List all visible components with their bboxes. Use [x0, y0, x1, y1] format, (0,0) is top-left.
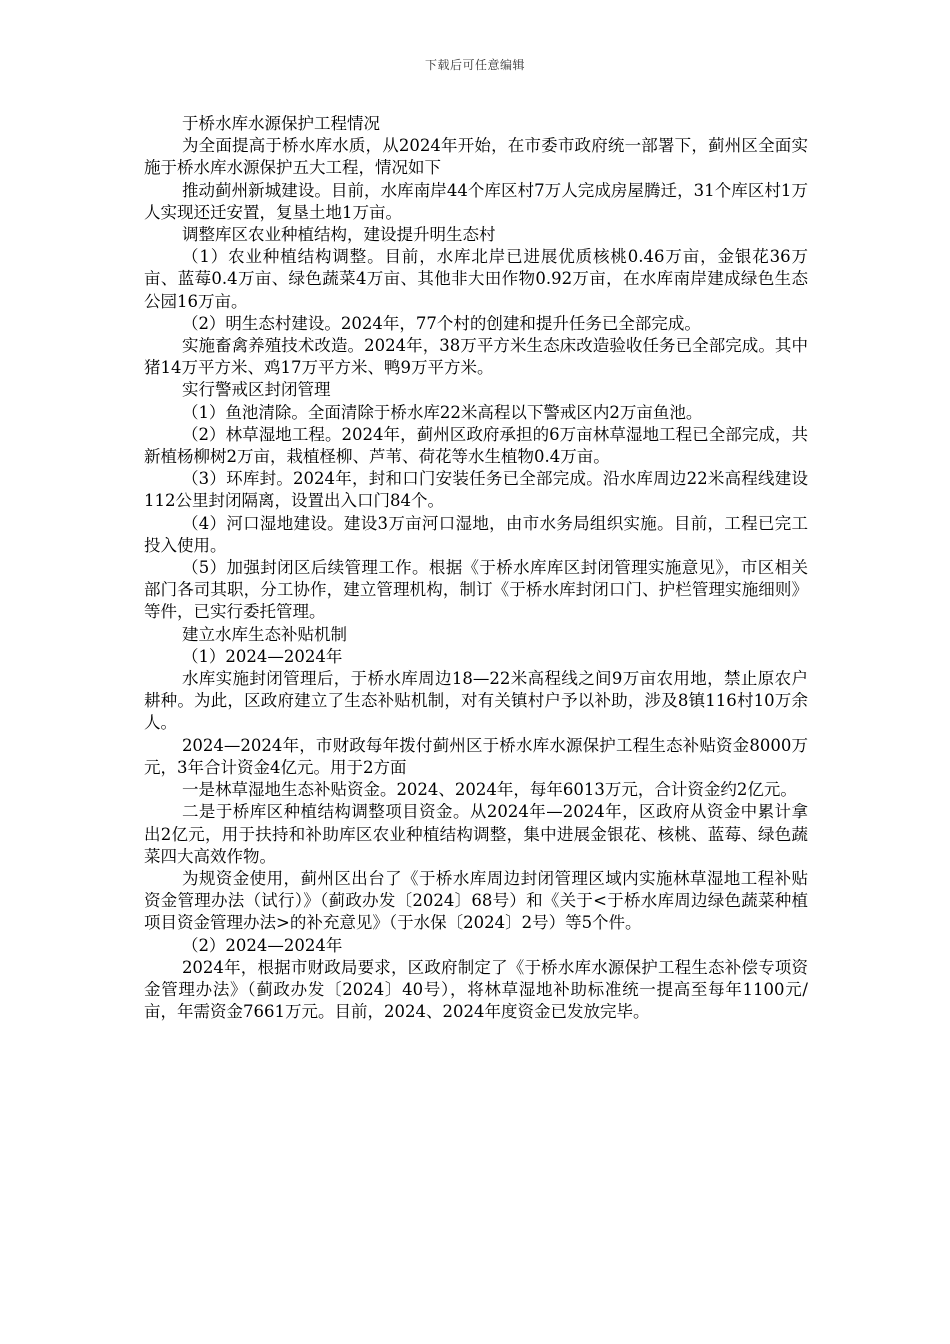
paragraph: 水库实施封闭管理后，于桥水库周边18—22米高程线之间9万亩农用地，禁止原农户耕种。为此，区政府建立了生态补贴机制，对有关镇村户予以补助，涉及8镇116村10万余人。 — [144, 669, 808, 733]
section-heading: 实行警戒区封闭管理 — [181, 380, 331, 400]
paragraph: 2024年，根据市财政局要求，区政府制定了《于桥水库水源保护工程生态补偿专项资金管理办法》（蓟政办发〔2024〕40号），将林草湿地补助标准统一提高至每年1100元/亩，年需资金7661万元。目前，2024、2024年度资金已发放完毕。 — [144, 957, 808, 1022]
paragraph: 2024—2024年，市财政每年拨付蓟州区于桥水库水源保护工程生态补贴资金8000万元，3年合计资金4亿元。用于2方面 — [144, 735, 808, 777]
header-note: 下载后可任意编辑 — [424, 58, 525, 72]
paragraph: 推动蓟州新城建设。目前，水库南岸44个库区村7万人完成房屋腾迁，31个库区村1万人实现还迁安置，复垦土地1万亩。 — [144, 180, 808, 222]
paragraph: （2）明生态村建设。2024年，77个村的创建和提升任务已全部完成。 — [181, 313, 701, 333]
paragraph: （2）林草湿地工程。2024年，蓟州区政府承担的6万亩林草湿地工程已全部完成，共新植杨柳树2万亩，栽植柽柳、芦苇、荷花等水生植物0.4万亩。 — [144, 424, 808, 467]
paragraph: 实施畜禽养殖技术改造。2024年，38万平方米生态床改造验收任务已全部完成。其中猪14万平方米、鸡17万平方米、鸭9万平方米。 — [144, 336, 808, 378]
document-body — [144, 113, 808, 1023]
document-title: 于桥水库水源保护工程情况 — [181, 114, 380, 133]
paragraph: （5）加强封闭区后续管理工作。根据《于桥水库库区封闭管理实施意见》，市区相关部门各司其职，分工协作，建立管理机构，制订《于桥水库封闭口门、护栏管理实施细则》等件，已实行委托管理。 — [144, 558, 808, 622]
paragraph: 为全面提高于桥水库水质，从2024年开始，在市委市政府统一部署下，蓟州区全面实施于桥水库水源保护五大工程，情况如下 — [144, 136, 808, 178]
paragraph: （1）农业种植结构调整。目前，水库北岸已进展优质核桃0.46万亩，金银花36万亩、蓝莓0.4万亩、绿色蔬菜4万亩、其他非大田作物0.92万亩，在水库南岸建成绿色生态公园16万亩。 — [144, 247, 808, 311]
section-heading: 调整库区农业种植结构，建设提升明生态村 — [181, 225, 496, 245]
paragraph: （3）环库封。2024年，封和口门安装任务已全部完成。沿水库周边22米高程线建设112公里封闭隔离，设置出入口门84个。 — [144, 469, 808, 511]
paragraph: （4）河口湿地建设。建设3万亩河口湿地，由市水务局组织实施。目前，工程已完工投入使用。 — [144, 513, 808, 555]
paragraph: 一是林草湿地生态补贴资金。2024、2024年，每年6013万元，合计资金约2亿元。 — [181, 780, 797, 800]
subsection-heading: （1）2024—2024年 — [181, 646, 343, 666]
section-heading: 建立水库生态补贴机制 — [181, 624, 347, 644]
paragraph: （1）鱼池清除。全面清除于桥水库22米高程以下警戒区内2万亩鱼池。 — [181, 402, 703, 422]
subsection-heading: （2）2024—2024年 — [181, 935, 343, 955]
paragraph: 为规资金使用，蓟州区出台了《于桥水库周边封闭管理区域内实施林草湿地工程补贴资金管理办法（试行）》（蓟政办发〔2024〕68号）和《关于<于桥水库周边绿色蔬菜种植项目资金管理办法>的补充意见》（于水保〔2024〕2号）等5个件。 — [144, 868, 808, 933]
paragraph: 二是于桥库区种植结构调整项目资金。从2024年—2024年，区政府从资金中累计拿出2亿元，用于扶持和补助库区农业种植结构调整，集中进展金银花、核桃、蓝莓、绿色蔬菜四大高效作物。 — [144, 802, 808, 866]
